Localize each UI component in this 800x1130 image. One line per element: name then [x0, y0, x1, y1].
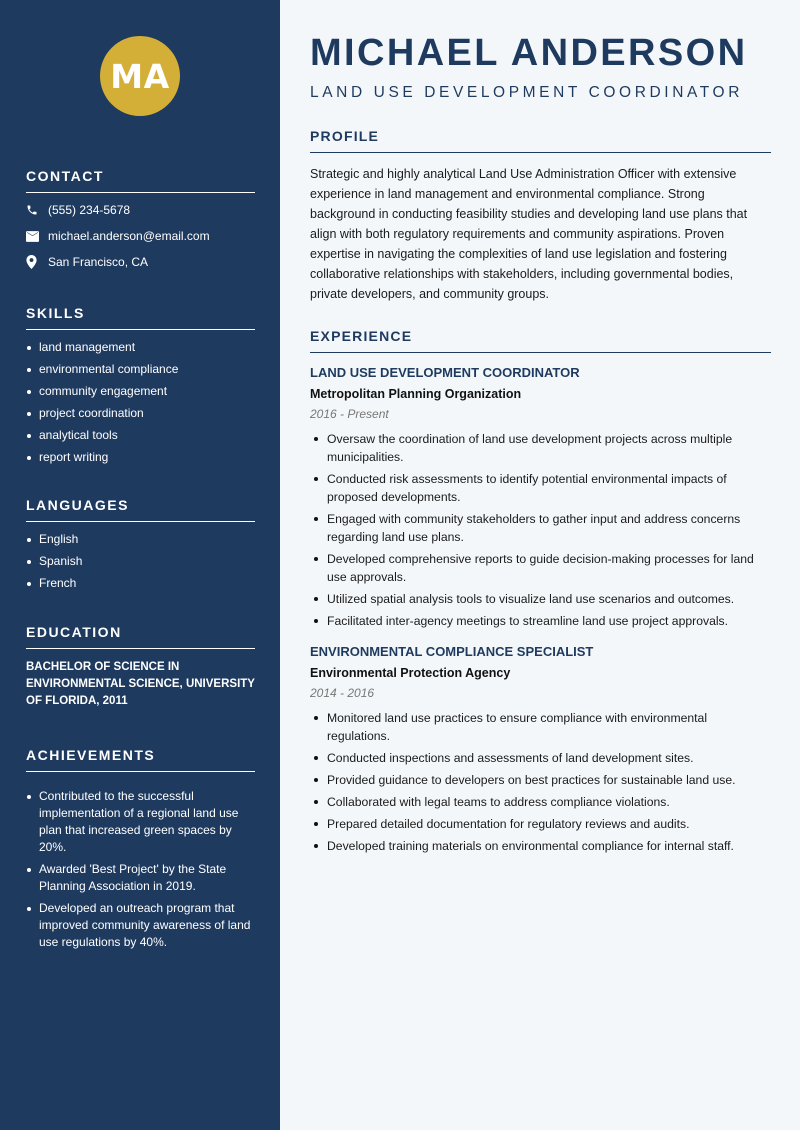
avatar — [100, 36, 180, 116]
email-icon — [26, 231, 48, 242]
phone-text: (555) 234-5678 — [48, 203, 131, 217]
job-company: Environmental Protection Agency — [310, 666, 511, 680]
education-section — [26, 624, 255, 710]
job-bullets — [310, 430, 771, 630]
language-item: French — [26, 575, 255, 592]
profile-text: Strategic and highly analytical Land Use Administration Officer with extensive experience in land management and environmental compliance. Strong background in conducting feasibility studies and developing land use plans that align with both regulatory requirements and community aspirations. Proven expertise in navigating the complexities of land use legislation and fostering collaborative relationships with stakeholders, including governmental bodies, private developers, and community groups. — [310, 167, 748, 301]
candidate-title: LAND USE DEVELOPMENT COORDINATOR — [310, 84, 744, 101]
sidebar — [0, 0, 280, 1130]
languages-section — [26, 497, 255, 597]
skills-list — [26, 339, 255, 466]
profile-heading: PROFILE — [310, 128, 771, 153]
education-degree: BACHELOR OF SCIENCE IN ENVIRONMENTAL SCIENCE, UNIVERSITY OF FLORIDA, 2011 — [26, 661, 255, 707]
phone-icon — [26, 204, 48, 216]
job-bullet: Developed training materials on environmental compliance for internal staff. — [310, 837, 771, 855]
job-bullet: Oversaw the coordination of land use development projects across multiple municipalities. — [310, 430, 771, 466]
job-bullet: Provided guidance to developers on best practices for sustainable land use. — [310, 771, 771, 789]
languages-list — [26, 531, 255, 592]
skill-item: project coordination — [26, 405, 255, 422]
job-bullet: Conducted risk assessments to identify potential environmental impacts of proposed developments. — [310, 470, 771, 506]
job-dates: 2016 - Present — [310, 407, 389, 421]
job-bullet: Facilitated inter-agency meetings to streamline land use project approvals. — [310, 612, 771, 630]
job-bullet: Monitored land use practices to ensure compliance with environmental regulations. — [310, 709, 771, 745]
achievement-item: Contributed to the successful implementation of a regional land use plan that increased green spaces by 20%. — [26, 788, 255, 856]
contact-phone — [26, 201, 255, 219]
location-pin-icon — [26, 255, 48, 269]
job-bullet: Engaged with community stakeholders to gather input and address concerns regarding land use plans. — [310, 510, 771, 546]
language-item: Spanish — [26, 553, 255, 570]
job-bullet: Collaborated with legal teams to address compliance violations. — [310, 793, 771, 811]
job-bullets — [310, 709, 771, 855]
avatar-initials: MA — [110, 56, 170, 96]
skill-item: environmental compliance — [26, 361, 255, 378]
experience-heading: EXPERIENCE — [310, 328, 771, 353]
skill-item: report writing — [26, 449, 255, 466]
skills-section — [26, 305, 255, 471]
job-company: Metropolitan Planning Organization — [310, 387, 522, 401]
skill-item: land management — [26, 339, 255, 356]
profile-section — [310, 128, 771, 304]
job-title: LAND USE DEVELOPMENT COORDINATOR — [310, 365, 580, 380]
contact-heading: CONTACT — [26, 168, 255, 193]
experience-section — [310, 328, 771, 859]
email-link[interactable]: michael.anderson@email.com — [48, 229, 210, 243]
contact-location — [26, 253, 255, 271]
job-bullet: Developed comprehensive reports to guide decision-making processes for land use approvals. — [310, 550, 771, 586]
job-title: ENVIRONMENTAL COMPLIANCE SPECIALIST — [310, 644, 594, 659]
languages-heading: LANGUAGES — [26, 497, 255, 522]
education-heading: EDUCATION — [26, 624, 255, 649]
contact-section — [26, 168, 255, 271]
candidate-name: MICHAEL ANDERSON — [310, 32, 748, 74]
job-entry — [310, 644, 771, 855]
job-bullet: Utilized spatial analysis tools to visualize land use scenarios and outcomes. — [310, 590, 771, 608]
skill-item: analytical tools — [26, 427, 255, 444]
achievements-list — [26, 788, 255, 951]
skills-heading: SKILLS — [26, 305, 255, 330]
language-item: English — [26, 531, 255, 548]
achievement-item: Awarded 'Best Project' by the State Planning Association in 2019. — [26, 861, 255, 895]
job-entry — [310, 365, 771, 630]
job-bullet: Prepared detailed documentation for regulatory reviews and audits. — [310, 815, 771, 833]
achievements-heading: ACHIEVEMENTS — [26, 747, 255, 772]
achievement-item: Developed an outreach program that improved community awareness of land use regulations by 40%. — [26, 900, 255, 951]
location-text: San Francisco, CA — [48, 255, 149, 269]
job-dates: 2014 - 2016 — [310, 686, 375, 700]
contact-email — [26, 227, 255, 245]
achievements-section — [26, 747, 255, 956]
skill-item: community engagement — [26, 383, 255, 400]
job-bullet: Conducted inspections and assessments of land development sites. — [310, 749, 771, 767]
